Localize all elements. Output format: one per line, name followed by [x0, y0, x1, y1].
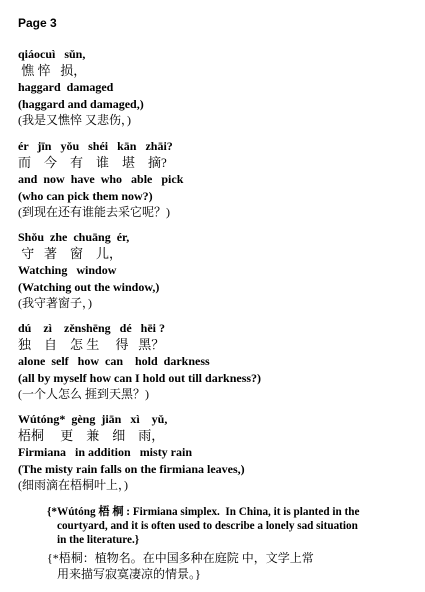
pinyin-line: Wútóng* gèng jiān xì yǔ, — [18, 412, 168, 426]
hanzi-line: 独 自 怎 生 得 黑？ — [18, 336, 165, 352]
literal-gloss: Firmiana in addition misty rain — [18, 445, 193, 459]
pinyin-line: Shǒu zhe chuāng ér, — [18, 230, 130, 244]
pinyin-line: dú zì zěnshēng dé hēi ? — [18, 321, 166, 335]
pinyin-line: ér jīn yǒu shéi kān zhāi? — [18, 139, 173, 153]
literal-gloss: alone self how can hold darkness — [18, 354, 210, 368]
hanzi-line: 守 著 窗 儿， — [18, 245, 123, 261]
pinyin-line: qiáocuì sǔn, — [18, 47, 86, 61]
footnote-line: courtyard, and it is often used to describe a lonely sad situation — [57, 520, 358, 532]
english-translation: (Watching out the window,) — [18, 279, 160, 294]
footnote-english — [47, 505, 417, 547]
english-translation: (haggard and damaged,) — [18, 96, 144, 111]
footnote-chinese — [47, 550, 417, 582]
chinese-paraphrase: (细雨滴在梧桐叶上，) — [18, 478, 128, 492]
english-translation: (all by myself how can I hold out till darkness?) — [18, 370, 262, 385]
stanza-2 — [18, 138, 413, 221]
footnote-line: in the literature.} — [57, 534, 140, 546]
page-number: Page 3 — [18, 16, 57, 30]
chinese-paraphrase: (到现在还有谁能去采它呢？) — [18, 205, 170, 219]
footnote-line: 用来描写寂寞凄凉的情景。} — [57, 567, 201, 581]
chinese-paraphrase: (我是又憔悴 又悲伤，) — [18, 113, 131, 127]
footnote-line: {*Wútóng 梧 桐 : Firmiana simplex. In China, it is planted in the — [47, 506, 360, 518]
chinese-paraphrase: (一个人怎么 捱到天黑？) — [18, 387, 149, 401]
stanza-4 — [18, 320, 413, 403]
stanza-1 — [18, 46, 413, 129]
footnote-line: {*梧桐：植物名。在中国多种在庭院 中，文学上常 — [47, 551, 314, 565]
chinese-paraphrase: (我守著窗子，) — [18, 296, 92, 310]
hanzi-line: 而 今 有 谁 堪 摘? — [18, 154, 167, 170]
english-translation: (who can pick them now?) — [18, 188, 153, 203]
stanza-3 — [18, 229, 413, 312]
hanzi-line: 梧桐 更 兼 细 雨， — [18, 427, 165, 443]
literal-gloss: and now have who able pick — [18, 172, 184, 186]
stanza-5 — [18, 411, 413, 494]
english-translation: (The misty rain falls on the firmiana leaves,) — [18, 461, 245, 476]
hanzi-line: 憔 悴 损， — [18, 62, 87, 78]
literal-gloss: Watching window — [18, 263, 117, 277]
literal-gloss: haggard damaged — [18, 80, 114, 94]
